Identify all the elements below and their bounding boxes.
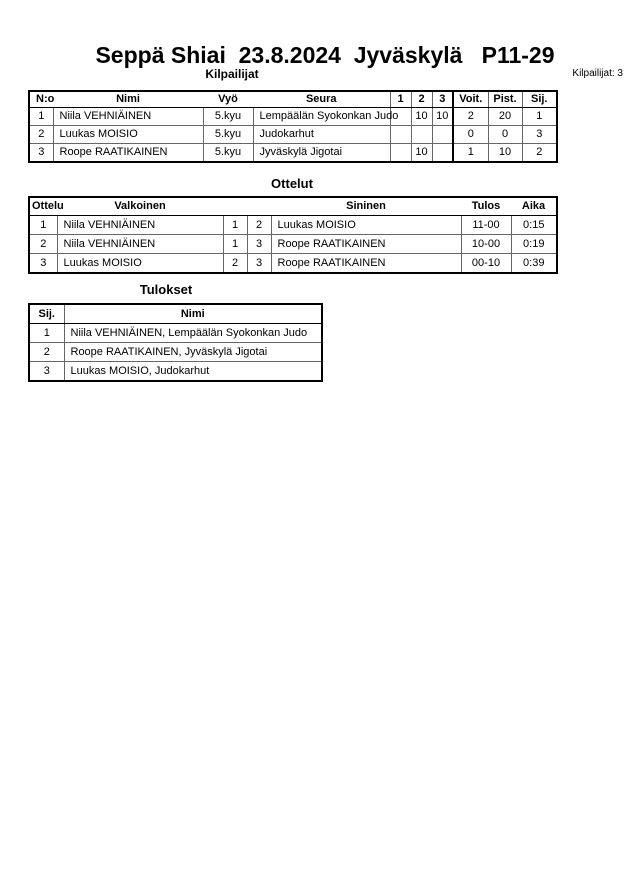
table-row	[29, 216, 557, 235]
cell-blue-name: Roope RAATIKAINEN	[271, 235, 461, 254]
cell-pist: 20	[488, 108, 522, 126]
cell-white-number: 2	[223, 254, 247, 274]
col-header-sininen: Sininen	[271, 197, 461, 216]
cell-match2: 10	[411, 108, 432, 126]
cell-white-name: Niila VEHNIÄINEN	[57, 216, 223, 235]
col-header-seura: Seura	[253, 91, 390, 108]
section-title-ottelut: Ottelut	[271, 176, 313, 191]
cell-seura: Lempäälän Syokonkan Judo	[253, 108, 390, 126]
cell-blue-name: Luukas MOISIO	[271, 216, 461, 235]
table-row	[29, 362, 322, 382]
cell-sij: 2	[522, 144, 557, 163]
col-header-tulos: Tulos	[461, 197, 511, 216]
cell-sij: 2	[29, 343, 64, 362]
cell-white-name: Niila VEHNIÄINEN	[57, 235, 223, 254]
cell-match-no: 3	[29, 254, 57, 274]
cell-nimi: Luukas MOISIO	[53, 126, 203, 144]
cell-match2	[411, 126, 432, 144]
header-spacer	[247, 197, 271, 216]
cell-no: 2	[29, 126, 53, 144]
cell-blue-number: 3	[247, 235, 271, 254]
col-header-nimi: Nimi	[64, 304, 322, 324]
section-title-tulokset: Tulokset	[139, 282, 193, 297]
col-header-nimi: Nimi	[53, 91, 203, 108]
col-header-vyo: Vyö	[203, 91, 253, 108]
cell-no: 1	[29, 108, 53, 126]
section-title-kilpailijat: Kilpailijat	[205, 67, 259, 81]
cell-no: 3	[29, 144, 53, 163]
ottelut-header-row	[29, 197, 557, 216]
cell-match1	[390, 126, 411, 144]
table-row	[29, 324, 322, 343]
cell-vyo: 5.kyu	[203, 126, 253, 144]
cell-pist: 0	[488, 126, 522, 144]
table-row	[29, 343, 322, 362]
cell-tulos: 10-00	[461, 235, 511, 254]
cell-aika: 0:15	[511, 216, 557, 235]
col-header-match2: 2	[411, 91, 432, 108]
cell-blue-number: 2	[247, 216, 271, 235]
cell-aika: 0:39	[511, 254, 557, 274]
cell-aika: 0:19	[511, 235, 557, 254]
cell-match3	[432, 126, 453, 144]
tulokset-header-row	[29, 304, 322, 324]
cell-white-name: Luukas MOISIO	[57, 254, 223, 274]
col-header-no: N:o	[29, 91, 53, 108]
cell-white-number: 1	[223, 235, 247, 254]
cell-tulos: 00-10	[461, 254, 511, 274]
ottelut-table	[28, 196, 558, 274]
table-row	[29, 254, 557, 274]
cell-match3: 10	[432, 108, 453, 126]
col-header-ottelu: Ottelu	[29, 197, 57, 216]
table-row	[29, 235, 557, 254]
table-row	[29, 126, 557, 144]
cell-voit: 2	[453, 108, 488, 126]
cell-match2: 10	[411, 144, 432, 163]
cell-sij: 1	[522, 108, 557, 126]
cell-white-number: 1	[223, 216, 247, 235]
col-header-aika: Aika	[511, 197, 557, 216]
cell-tulos: 11-00	[461, 216, 511, 235]
header-spacer	[223, 197, 247, 216]
table-row	[29, 144, 557, 163]
cell-sij: 3	[522, 126, 557, 144]
cell-pist: 10	[488, 144, 522, 163]
col-header-sij: Sij.	[29, 304, 64, 324]
col-header-match1: 1	[390, 91, 411, 108]
cell-vyo: 5.kyu	[203, 144, 253, 163]
cell-match-no: 2	[29, 235, 57, 254]
cell-nimi: Luukas MOISIO, Judokarhut	[64, 362, 322, 382]
col-header-pist: Pist.	[488, 91, 522, 108]
cell-sij: 3	[29, 362, 64, 382]
cell-match-no: 1	[29, 216, 57, 235]
cell-match1	[390, 144, 411, 163]
tulokset-table	[28, 303, 323, 382]
kilpailijat-table	[28, 90, 558, 163]
cell-seura: Judokarhut	[253, 126, 390, 144]
cell-nimi: Roope RAATIKAINEN, Jyväskylä Jigotai	[64, 343, 322, 362]
cell-blue-number: 3	[247, 254, 271, 274]
cell-match3	[432, 144, 453, 163]
table-row	[29, 108, 557, 126]
competitor-count: Kilpailijat: 3	[572, 68, 623, 79]
cell-blue-name: Roope RAATIKAINEN	[271, 254, 461, 274]
cell-vyo: 5.kyu	[203, 108, 253, 126]
cell-sij: 1	[29, 324, 64, 343]
col-header-valkoinen: Valkoinen	[57, 197, 223, 216]
col-header-voit: Voit.	[453, 91, 488, 108]
col-header-sij: Sij.	[522, 91, 557, 108]
cell-voit: 0	[453, 126, 488, 144]
cell-nimi: Niila VEHNIÄINEN, Lempäälän Syokonkan Judo	[64, 324, 322, 343]
cell-nimi: Niila VEHNIÄINEN	[53, 108, 203, 126]
kilpailijat-header-row	[29, 91, 557, 108]
page-title: Seppä Shiai 23.8.2024 Jyväskylä P11-29	[95, 42, 555, 68]
cell-seura: Jyväskylä Jigotai	[253, 144, 390, 163]
cell-voit: 1	[453, 144, 488, 163]
cell-nimi: Roope RAATIKAINEN	[53, 144, 203, 163]
col-header-match3: 3	[432, 91, 453, 108]
